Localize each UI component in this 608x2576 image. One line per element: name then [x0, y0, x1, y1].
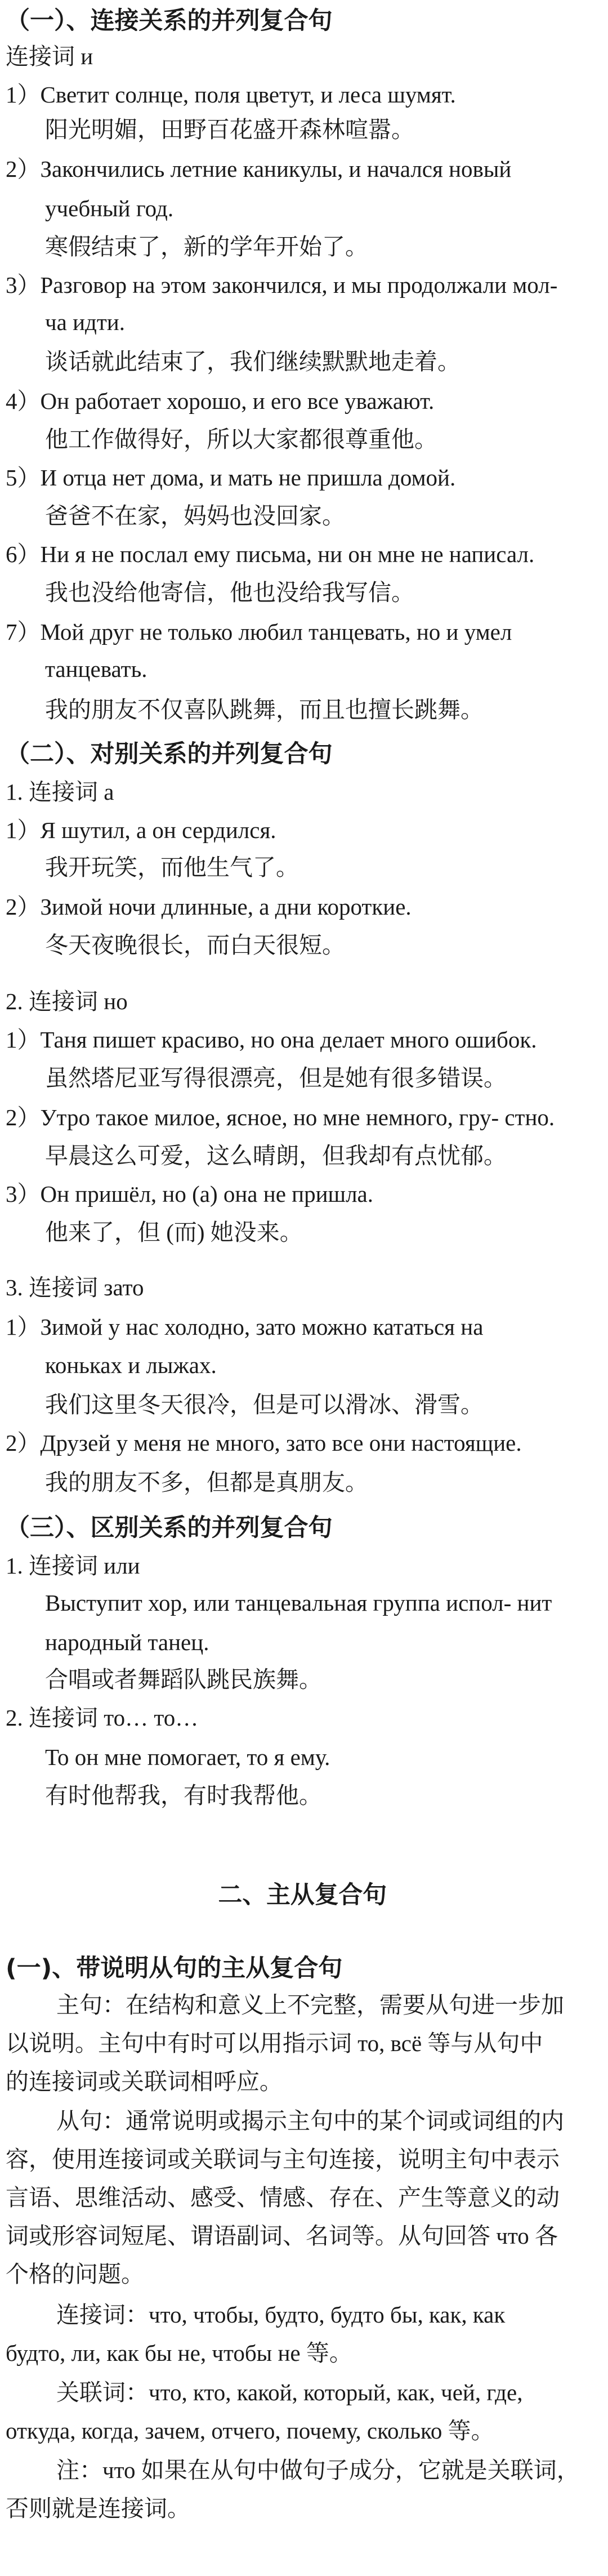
example-ru: народный танец.: [45, 1629, 209, 1655]
section-3-heading: （三）、区别关系的并列复合句: [6, 1514, 333, 1542]
paragraph-line: 注：что 如果在从句中做句子成分，它就是关联词，: [56, 2457, 580, 2483]
paragraph-line: 连接词：что, чтобы, будто, будто бы, как, как: [56, 2302, 506, 2328]
example-ru: учебный год.: [45, 195, 174, 221]
example-zh: 有时他帮我，有时我帮他。: [45, 1782, 322, 1808]
example-ru: Выступит хор, или танцевальная группа испол- нит: [45, 1590, 552, 1616]
paragraph-line: 言语、思维活动、感受、情感、存在、产生等意义的动: [6, 2185, 560, 2210]
paragraph-line: 否则就是连接词。: [6, 2495, 190, 2521]
example-ru: 1）Таня пишет красиво, но она делает много ошибок.: [6, 1027, 537, 1053]
example-ru: 3）Он пришёл, но (а) она не пришла.: [6, 1181, 373, 1207]
example-zh: 我的朋友不多，但都是真朋友。: [45, 1469, 368, 1495]
example-zh: 他工作做得好，所以大家都很尊重他。: [45, 426, 437, 452]
example-ru: танцевать.: [45, 656, 147, 682]
example-ru: 7）Мой друг не только любил танцевать, но и умел: [6, 619, 512, 645]
part-2-title: 二、主从复合句: [218, 1881, 387, 1909]
example-ru: коньках и лыжах.: [45, 1352, 217, 1378]
paragraph-line: 词或形容词短尾、谓语副词、名词等。从句回答 что 各: [6, 2223, 558, 2249]
example-ru: 3）Разговор на этом закончился, и мы продолжали мол-: [6, 272, 558, 298]
paragraph-line: 个格的问题。: [6, 2261, 144, 2287]
example-zh: 我开玩笑，而他生气了。: [45, 854, 299, 880]
example-zh: 爸爸不在家，妈妈也没回家。: [45, 503, 345, 529]
example-zh: 谈话就此结束了，我们继续默默地走着。: [45, 349, 461, 375]
example-zh: 早晨这么可爱，这么晴朗，但我却有点忧郁。: [45, 1143, 507, 1169]
subsection-conjunction: 2. 连接词 то… то…: [6, 1705, 199, 1731]
subsection-conjunction: 2. 连接词 но: [6, 988, 128, 1014]
example-ru: 2）Друзей у меня не много, зато все они настоящие.: [6, 1430, 522, 1456]
example-ru: 1）Я шутил, а он сердился.: [6, 817, 276, 843]
paragraph-line: 容，使用连接词或关联词与主句连接，说明主句中表示: [6, 2146, 560, 2172]
example-ru: 2）Закончились летние каникулы, и начался новый: [6, 156, 512, 182]
example-ru: ча идти.: [45, 309, 125, 335]
example-zh: 寒假结束了，新的学年开始了。: [45, 234, 368, 260]
section-2-heading: （二）、对别关系的并列复合句: [6, 740, 333, 768]
subsection-conjunction: 1. 连接词 или: [6, 1553, 140, 1579]
example-zh: 阳光明媚，田野百花盛开森林喧嚣。: [45, 117, 414, 142]
example-ru: То он мне помогает, то я ему.: [45, 1744, 330, 1770]
part-2-heading: (一)、带说明从句的主从复合句: [6, 1954, 343, 1982]
paragraph-line: 关联词：что, кто, какой, который, как, чей, где,: [56, 2379, 523, 2405]
example-ru: 1）Зимой у нас холодно, зато можно кататься на: [6, 1314, 484, 1340]
example-zh: 合唱或者舞蹈队跳民族舞。: [45, 1666, 322, 1692]
example-ru: 2）Зимой ночи длинные, а дни короткие.: [6, 894, 412, 920]
example-ru: 4）Он работает хорошо, и его все уважают.: [6, 388, 435, 414]
subsection-conjunction: 3. 连接词 зато: [6, 1274, 144, 1300]
example-zh: 冬天夜晚很长，而白天很短。: [45, 932, 345, 958]
example-ru: 1）Светит солнце, поля цветут, и леса шумят.: [6, 82, 456, 108]
section-1-conjunction: 连接词 и: [6, 43, 93, 69]
paragraph-line: 以说明。主句中有时可以用指示词 то, всё 等与从句中: [6, 2030, 543, 2056]
paragraph-line: будто, ли, как бы не, чтобы не 等。: [6, 2340, 352, 2366]
example-zh: 他来了，但 (而) 她没来。: [45, 1219, 303, 1245]
example-zh: 我的朋友不仅喜队跳舞，而且也擅长跳舞。: [45, 697, 484, 723]
subsection-conjunction: 1. 连接词 а: [6, 779, 114, 805]
example-ru: 6）Ни я не послал ему письма, ни он мне не написал.: [6, 541, 535, 567]
example-ru: 2）Утро такое милое, ясное, но мне немного, гру- стно.: [6, 1104, 555, 1130]
paragraph-line: 主句：在结构和意义上不完整，需要从句进一步加: [56, 1992, 564, 2018]
paragraph-line: 从句：通常说明或揭示主句中的某个词或词组的内: [56, 2108, 564, 2134]
paragraph-line: откуда, когда, зачем, отчего, почему, сколько 等。: [6, 2418, 494, 2444]
example-ru: 5）И отца нет дома, и мать не пришла домой.: [6, 465, 456, 491]
example-zh: 我们这里冬天很冷，但是可以滑冰、滑雪。: [45, 1392, 484, 1418]
section-1-heading: （一）、连接关系的并列复合句: [6, 7, 333, 35]
paragraph-line: 的连接词或关联词相呼应。: [6, 2069, 283, 2094]
example-zh: 虽然塔尼亚写得很漂亮，但是她有很多错误。: [45, 1065, 507, 1091]
example-zh: 我也没给他寄信，他也没给我写信。: [45, 580, 414, 605]
